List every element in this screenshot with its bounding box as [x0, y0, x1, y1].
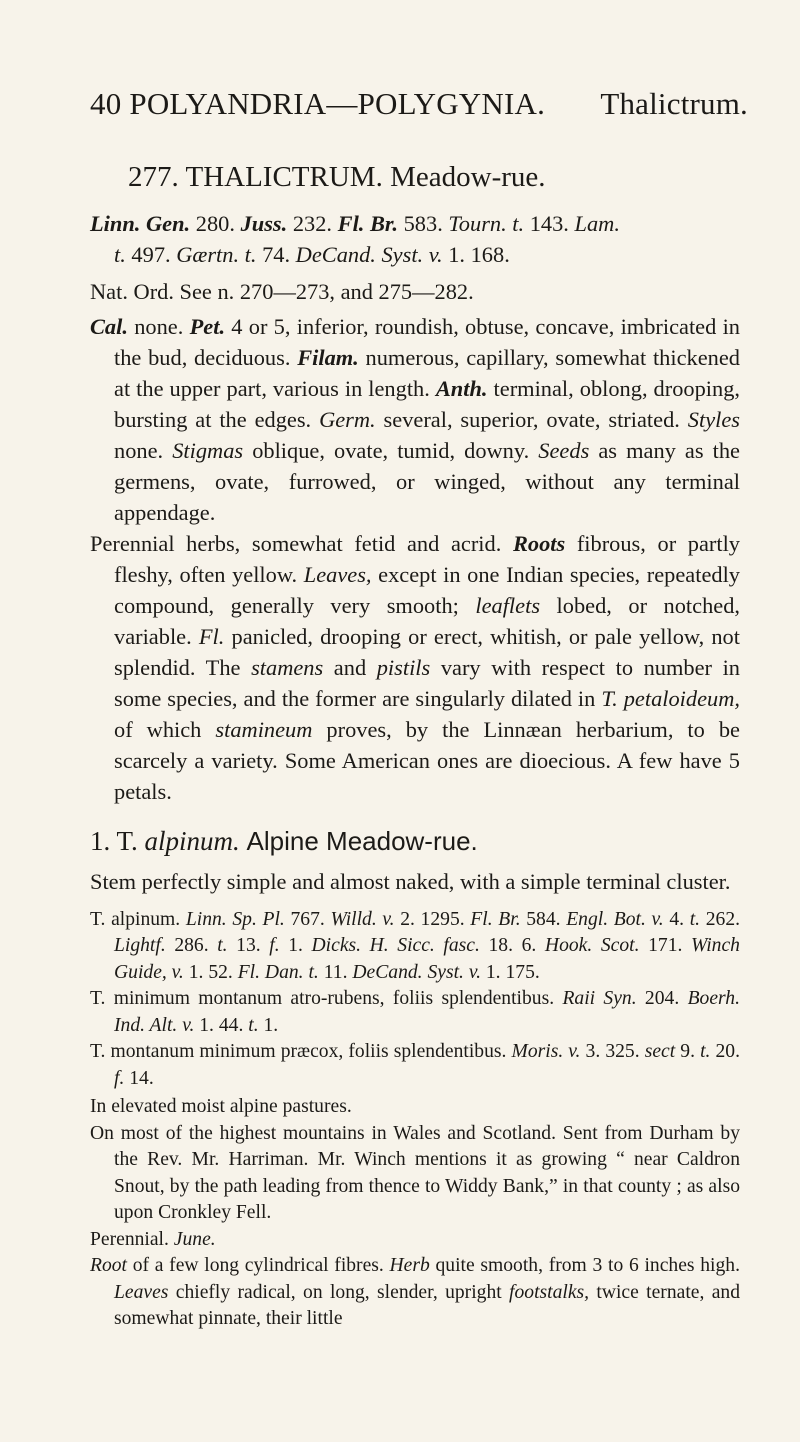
text-run: T. minimum montanum atro-rubens, foliis splendentibus.: [90, 988, 563, 1010]
text-run: DeCand. Syst. v.: [352, 961, 481, 983]
text-run: Raii Syn.: [562, 988, 637, 1010]
text-run: 1.: [258, 1014, 279, 1036]
text-run: Seeds: [538, 438, 590, 464]
text-run: Tourn. t.: [448, 211, 525, 237]
text-run: Fl.: [198, 624, 225, 650]
text-run: Styles: [687, 407, 741, 433]
text-run: t.: [114, 242, 126, 268]
text-run: 232.: [287, 211, 338, 237]
text-run: 767.: [284, 908, 331, 930]
genus-references: [90, 208, 740, 270]
text-run: 3. 325.: [580, 1041, 645, 1063]
text-run: of which: [114, 717, 216, 743]
text-run: 497.: [125, 242, 177, 268]
duration: [90, 1227, 740, 1254]
text-run: Dicks. H. Sicc. fasc.: [311, 935, 480, 957]
text-run: 20.: [710, 1041, 741, 1063]
natural-order: Nat. Ord. See n. 270—273, and 275—282.: [90, 279, 474, 305]
text-run: footstalks,: [509, 1281, 590, 1303]
genus-common-name: Meadow-rue.: [390, 161, 546, 193]
text-run: t.: [248, 1014, 259, 1036]
text-run: 9.: [675, 1041, 701, 1063]
text-run: numerous, capillary, somewhat thickened at the upper part, various in length.: [114, 345, 740, 402]
text-run: T. alpinum.: [90, 908, 186, 930]
text-run: leaflets: [475, 593, 541, 619]
text-run: panicled, drooping or erect, whitish, or pale yellow, not splendid. The: [114, 624, 740, 681]
text-run: 4.: [663, 908, 690, 930]
text-run: 4 or 5, inferior, roundish, obtuse, concave, imbricated in the bud, deciduous.: [114, 314, 740, 371]
text-run: DeCand. Syst. v.: [295, 242, 443, 268]
text-run: stamineum: [215, 717, 313, 743]
text-run: none.: [127, 314, 190, 340]
text-run: fibrous, or partly fleshy, often yellow.: [114, 531, 741, 588]
genus-name: THALICTRUM.: [185, 161, 383, 193]
references-line-2: [90, 239, 740, 270]
text-run: 13.: [227, 935, 270, 957]
text-run: Herb: [389, 1255, 430, 1277]
text-run: 204.: [636, 988, 688, 1010]
synonym-entry: [90, 907, 740, 987]
text-run: f.: [269, 935, 280, 957]
species-genus: T.: [116, 826, 138, 857]
text-run: Anth.: [435, 376, 488, 402]
text-run: Winch Guide, v.: [114, 935, 740, 983]
species-epithet: alpinum.: [144, 826, 240, 857]
text-run: quite smooth, from 3 to 6 inches high.: [429, 1255, 740, 1277]
text-run: Fl. Br.: [337, 211, 399, 237]
running-head: [90, 86, 748, 121]
text-run: Perennial herbs, somewhat fetid and acrid.: [90, 531, 513, 557]
text-run: Willd. v.: [330, 908, 395, 930]
text-run: 14.: [124, 1067, 154, 1089]
text-run: t.: [217, 935, 228, 957]
synonymy: [90, 907, 740, 1093]
text-run: Cal.: [90, 314, 128, 340]
text-run: Roots: [512, 531, 566, 557]
text-run: f.: [114, 1067, 125, 1089]
text-run: 1. 44.: [194, 1014, 249, 1036]
text-run: Lam.: [574, 211, 620, 237]
text-run: 1. 175.: [480, 961, 540, 983]
text-run: 286.: [165, 935, 218, 957]
synonym-entry: [90, 986, 740, 1039]
text-run: and: [323, 655, 377, 681]
text-run: 280.: [190, 211, 241, 237]
text-run: lobed, or notched, variable.: [114, 593, 740, 650]
text-run: Moris. v.: [511, 1041, 581, 1063]
text-run: pistils: [376, 655, 431, 681]
generic-habit: [90, 528, 740, 807]
text-run: Leaves: [114, 1281, 169, 1303]
running-head-genus: Thalictrum.: [600, 86, 748, 121]
habitat: In elevated moist alpine pastures.: [90, 1096, 352, 1118]
text-run: Pet.: [189, 314, 226, 340]
text-run: 583.: [398, 211, 449, 237]
page-number: 40: [90, 86, 122, 121]
text-run: 171.: [639, 935, 691, 957]
text-run: 1. 52.: [183, 961, 238, 983]
text-run: vary with respect to number in some species, and the former are singularly dilated in: [114, 655, 741, 712]
text-run: 2. 1295.: [394, 908, 471, 930]
text-run: Engl. Bot. v.: [566, 908, 664, 930]
text-run: June.: [173, 1228, 216, 1250]
text-run: Fl. Dan. t.: [237, 961, 319, 983]
text-run: except in one Indian species, repeatedly compound, generally very smooth;: [114, 562, 740, 619]
text-run: 584.: [520, 908, 567, 930]
running-head-title: POLYANDRIA—POLYGYNIA.: [129, 86, 546, 121]
text-run: none.: [114, 438, 173, 464]
locality: On most of the highest mountains in Wales and Scotland. Sent from Durham by the Rev. Mr. Harriman. Mr. Winch mentions it as growing “ near Caldron Snout, by the path leading from thence to Widdy Bank,” in that county ; as also upon Cronkley Fell.: [90, 1122, 740, 1224]
text-run: 143.: [524, 211, 575, 237]
text-run: Gærtn. t.: [176, 242, 257, 268]
text-run: Lightf.: [114, 935, 166, 957]
text-run: stamens: [251, 655, 324, 681]
text-run: oblique, ovate, tumid, downy.: [243, 438, 539, 464]
text-run: proves, by the Linnæan herbarium, to be scarcely a variety. Some American ones are dioecious. A few have 5 petals.: [114, 717, 740, 805]
text-run: 74.: [256, 242, 296, 268]
species-common-name: Alpine Meadow-rue.: [246, 826, 478, 857]
text-run: t.: [689, 908, 701, 930]
text-run: Linn. Gen.: [90, 211, 191, 237]
text-run: of a few long cylindrical fibres.: [127, 1255, 390, 1277]
text-run: Perennial.: [90, 1228, 174, 1250]
text-run: twice ternate, and somewhat pinnate, their little: [114, 1281, 740, 1330]
text-run: several, superior, ovate, striated.: [375, 407, 688, 433]
species-description: [90, 1253, 740, 1333]
text-run: T. montanum minimum præcox, foliis splendentibus.: [90, 1041, 512, 1063]
text-run: Root: [90, 1255, 128, 1277]
synonym-entry: [90, 1039, 740, 1092]
genus-number: 277.: [128, 161, 179, 193]
genus-heading: [128, 161, 740, 194]
text-run: t.: [700, 1041, 711, 1063]
text-run: Linn. Sp. Pl.: [185, 908, 285, 930]
generic-character: [90, 311, 740, 528]
text-run: Leaves,: [303, 562, 372, 588]
text-run: Filam.: [297, 345, 359, 371]
text-run: chiefly radical, on long, slender, upright: [168, 1281, 510, 1303]
text-run: Stigmas: [172, 438, 244, 464]
species-heading: [90, 825, 740, 857]
text-run: Germ.: [319, 407, 376, 433]
text-run: 1.: [279, 935, 312, 957]
text-run: T. petaloideum,: [601, 686, 740, 712]
species-character: Stem perfectly simple and almost naked, with a simple terminal cluster.: [90, 868, 731, 894]
text-run: 1. 168.: [442, 242, 510, 268]
text-run: Fl. Br.: [470, 908, 521, 930]
text-run: Hook. Scot.: [544, 935, 640, 957]
text-run: 18. 6.: [479, 935, 545, 957]
references-line-1: [90, 208, 740, 239]
species-number: 1.: [90, 826, 111, 857]
text-run: 262.: [700, 908, 741, 930]
text-run: terminal, oblong, drooping, bursting at the edges.: [114, 376, 740, 433]
text-run: Boerh. Ind. Alt. v.: [114, 988, 740, 1036]
text-run: 11.: [318, 961, 353, 983]
text-run: sect: [644, 1041, 676, 1063]
text-run: as many as the germens, ovate, furrowed, or winged, without any terminal appendage.: [114, 438, 740, 526]
text-run: Juss.: [240, 211, 288, 237]
